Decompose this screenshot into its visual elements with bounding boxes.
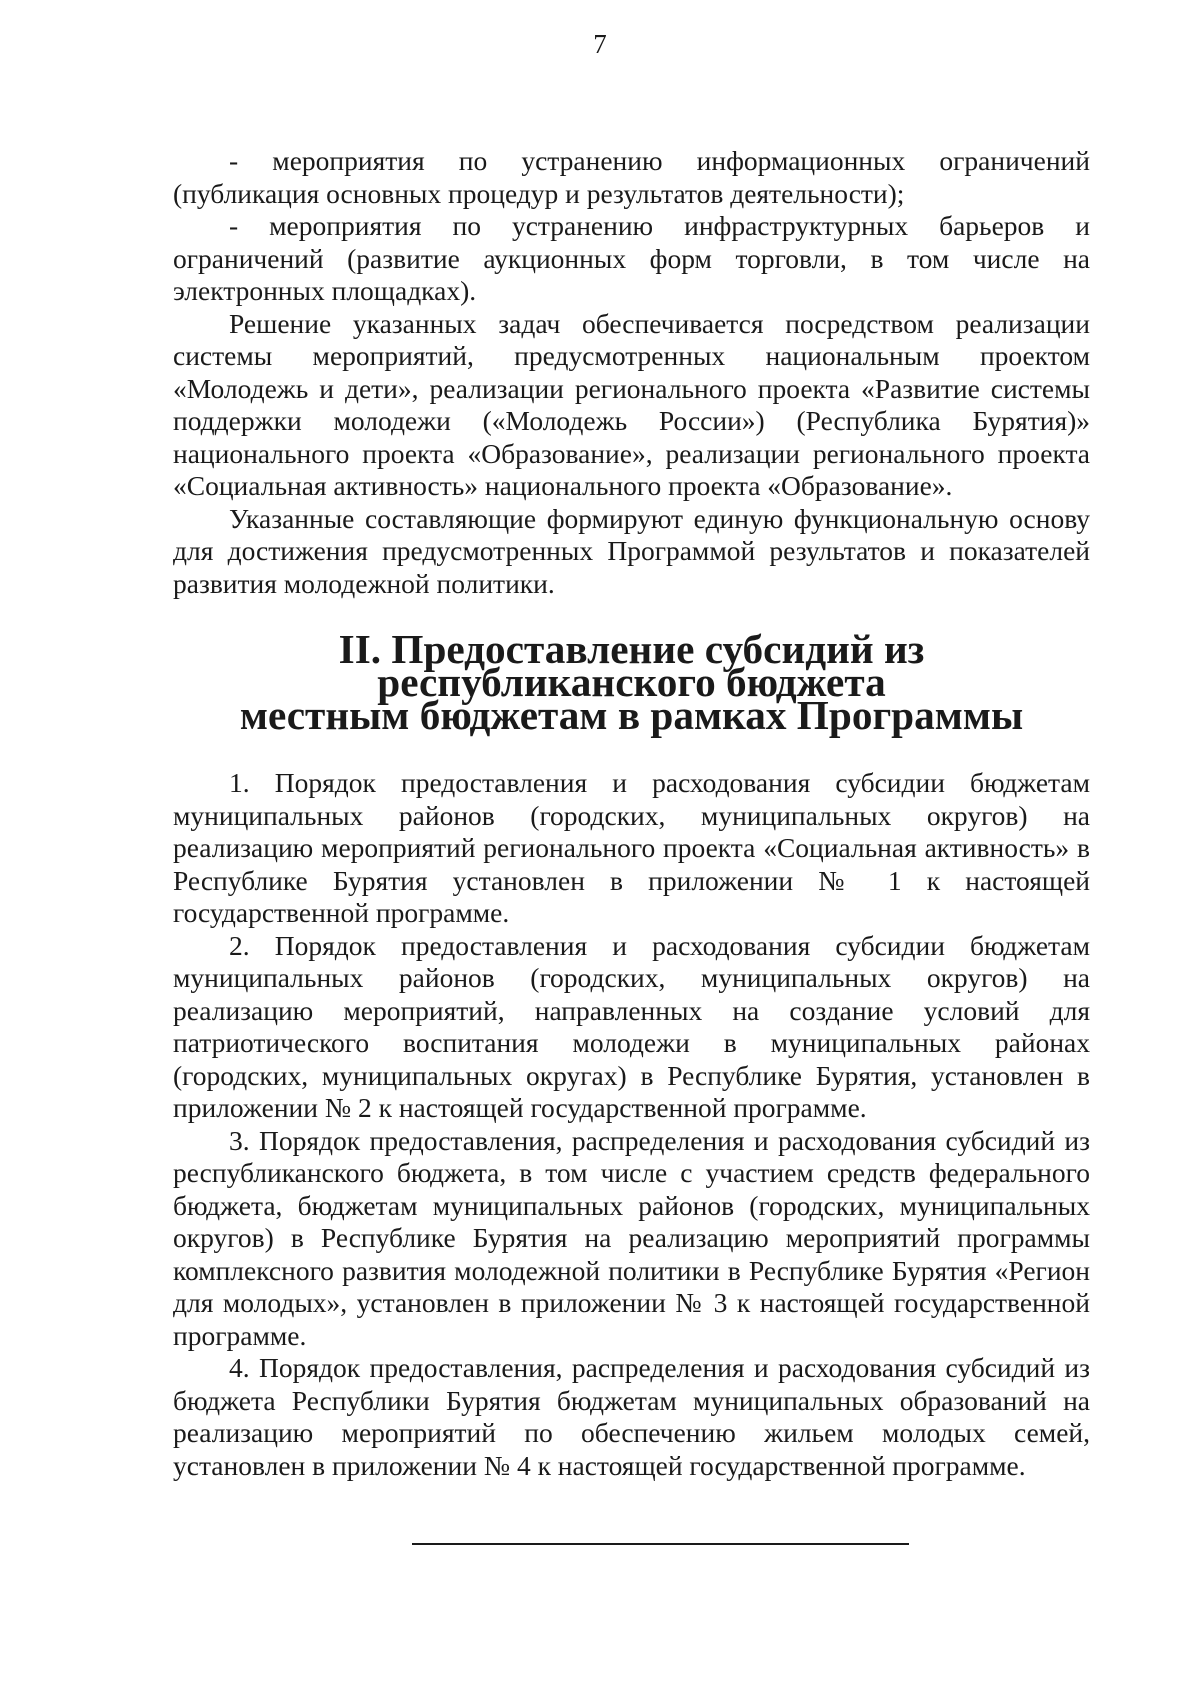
document-body: [173, 145, 1090, 1482]
page-number: 7: [593, 29, 607, 59]
paragraph-item-1: 1. Порядок предоставления и расходования субсидии бюджетам муниципальных районов (городских, муниципальных округов) на реализацию мероприятий регионального проекта «Социальная активность» в Республике Бурятия установлен в приложении № 1 к настоящей государственной программе.: [173, 767, 1090, 928]
paragraph-info-restrictions: - мероприятия по устранению информационных ограничений (публикация основных процедур и результатов деятельности);: [173, 145, 1090, 209]
paragraph-item-3: 3. Порядок предоставления, распределения и расходования субсидий из республиканского бюджета, в том числе с участием средств федерального бюджета, бюджетам муниципальных районов (городских, муниципальных округов) в Республике Бурятия на реализацию мероприятий программы комплексного развития молодежной политики в Республике Бурятия «Регион для молодых», установлен в приложении № 3 к настоящей государственной программе.: [173, 1124, 1090, 1351]
section-heading-line-1: II. Предоставление субсидий из республиканского бюджета: [338, 626, 925, 705]
paragraph-item-4: 4. Порядок предоставления, распределения и расходования субсидий из бюджета Республики Бурятия бюджетам муниципальных образований на реализацию мероприятий по обеспечению жильем молодых семей, установлен в приложении № 4 к настоящей государственной программе.: [173, 1352, 1090, 1481]
paragraph-item-2: 2. Порядок предоставления и расходования субсидии бюджетам муниципальных районов (городских, муниципальных округов) на реализацию мероприятий, направленных на создание условий для патриотического воспитания молодежи в муниципальных районах (городских, муниципальных округах) в Республике Бурятия, установлен в приложении № 2 к настоящей государственной программе.: [173, 929, 1090, 1123]
section-heading: [173, 626, 1090, 738]
end-of-document-rule: [412, 1543, 909, 1545]
paragraph-components: Указанные составляющие формируют единую функциональную основу для достижения предусмотренных Программой результатов и показателей развития молодежной политики.: [173, 502, 1090, 599]
paragraph-infrastructure-barriers: - мероприятия по устранению инфраструктурных барьеров и ограничений (развитие аукционных форм торговли, в том числе на электронных площадках).: [173, 210, 1090, 306]
section-heading-line-2: местным бюджетам в рамках Программы: [239, 692, 1024, 738]
paragraph-tasks-solution: Решение указанных задач обеспечивается посредством реализации системы мероприятий, предусмотренных национальным проектом «Молодежь и дети», реализации регионального проекта «Развитие системы поддержки молодежи («Молодежь России») (Республика Бурятия)» национального проекта «Образование», реализации регионального проекта «Социальная активность» национального проекта «Образование».: [173, 307, 1090, 501]
